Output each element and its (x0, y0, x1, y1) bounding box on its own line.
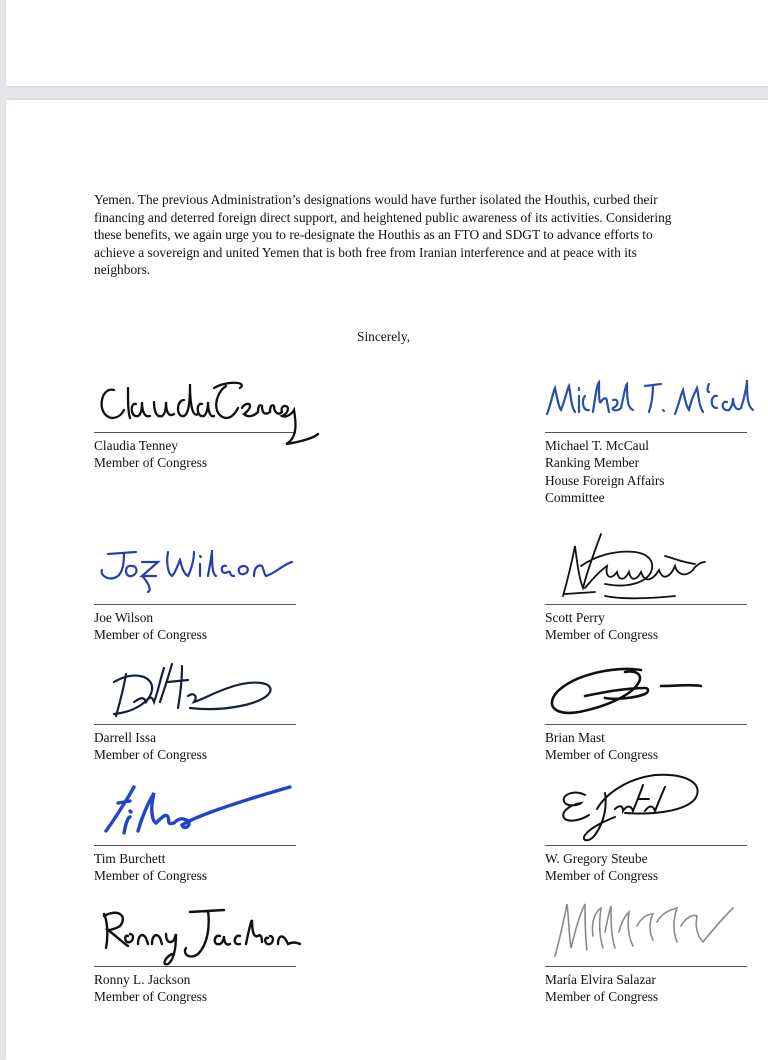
signatory-name: Michael T. McCaul (545, 438, 649, 453)
signatory-title: Member of Congress (94, 455, 208, 471)
letter-page (6, 100, 768, 1060)
signatory-title: Member of Congress (94, 747, 208, 763)
signature-block-mccaul (545, 372, 747, 507)
signature-block-tenney (94, 372, 296, 472)
signature-issa (94, 652, 314, 732)
signatory-title: Ranking Member (545, 455, 640, 471)
signatory-name: Brian Mast (545, 730, 605, 745)
signature-tenney (94, 372, 324, 462)
signatory-title: Member of Congress (545, 747, 659, 763)
signature-block-issa (94, 664, 296, 764)
closing-salutation: Sincerely, (357, 329, 411, 344)
signatory-title: Member of Congress (94, 868, 208, 884)
signature-block-salazar (545, 906, 747, 1006)
signatory-title: Member of Congress (94, 989, 208, 1005)
signatory-name: Darrell Issa (94, 730, 157, 745)
signature-jackson (94, 894, 314, 974)
signatory-title: Member of Congress (94, 627, 208, 643)
signature-perry (545, 526, 765, 616)
signature-salazar (545, 892, 765, 972)
signature-burchett (94, 773, 314, 853)
signature-mccaul (541, 366, 768, 436)
signatory-name: Scott Perry (545, 610, 605, 625)
signatory-title: Member of Congress (545, 627, 659, 643)
signature-block-mast (545, 664, 747, 764)
letter-paragraph: Yemen. The previous Administration’s designations would have further isolated the Houthis, curbed their financing and deterred foreign direct support, and heightened public awareness of its activities. Considering these benefits, we again urge you to re-designate the Houthis as an FTO and SDGT to advance efforts to achieve a sovereign and united Yemen that is both free from Iranian interference and at peace with its neighbors. (94, 192, 672, 278)
signature-block-steube (545, 785, 747, 885)
signatory-title: Member of Congress (545, 989, 659, 1005)
signatory-name: Joe Wilson (94, 610, 154, 625)
signatory-title-line-3: Committee (545, 490, 605, 506)
signatory-title: Member of Congress (545, 868, 659, 884)
previous-page (6, 0, 768, 86)
signatory-name: Ronny L. Jackson (94, 972, 191, 987)
signature-mast (545, 652, 765, 732)
signature-steube (545, 765, 765, 855)
signature-wilson (94, 542, 314, 612)
signature-block-perry (545, 544, 747, 644)
signatory-title-line-2: House Foreign Affairs (545, 472, 665, 488)
signature-block-wilson (94, 544, 296, 644)
signatory-name: W. Gregory Steube (545, 851, 648, 866)
signature-block-jackson (94, 906, 296, 1006)
signatory-name: María Elvira Salazar (545, 972, 656, 987)
signatory-name: Claudia Tenney (94, 438, 178, 453)
signatory-name: Tim Burchett (94, 851, 166, 866)
signature-block-burchett (94, 785, 296, 885)
